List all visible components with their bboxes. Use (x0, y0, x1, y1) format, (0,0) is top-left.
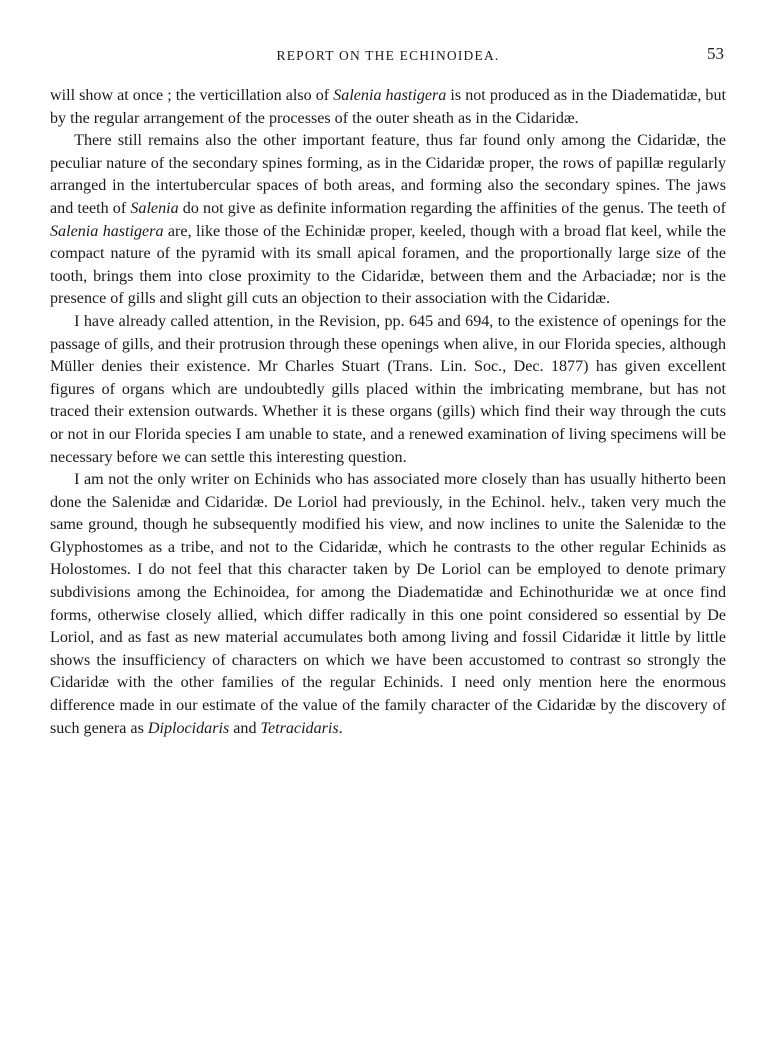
text-run: I have already called attention, in the Revision, pp. 645 and 694, to the existence of openings for the passage of gills, and their protrusion through these openings when alive, in our Florida species, although Müller denies their existence. Mr Charles Stuart (Trans. Lin. Soc., Dec. 1877) has given excellent figures of organs which are undoubtedly gills placed within the imbricating membrane, but has not traced their extension outwards. Whether it is these organs (gills) which find their way through the cuts or not in our Florida species I am unable to state, and a renewed examination of living specimens will be necessary before we can settle this interesting question. (50, 312, 726, 466)
genus-name: Tetracidaris (260, 719, 339, 737)
text-run: are, like those of the Echinidæ proper, keeled, though with a broad flat keel, while the compact nature of the pyramid with its small apical foramen, and the proportionally large size of the tooth, brings them into close proximity to the Cidaridæ, between them and the Arbaciadæ; nor is the presence of gills and slight gill cuts an objection to their association with the Cidaridæ. (50, 222, 726, 308)
genus-name: Salenia (130, 199, 179, 217)
text-run: I am not the only writer on Echinids who has associated more closely than has usually hitherto been done the Salenidæ and Cidaridæ. De Loriol had previously, in the Echinol. helv., taken very much the same ground, though he subsequently modified his view, and now inclines to unite the Salenidæ to the Glyphostomes as a tribe, and not to the Cidaridæ, which he contrasts to the other regular Echinids as Holostomes. I do not feel that this character taken by De Loriol can be employed to denote primary subdivisions among the Echinoidea, for among the Diadematidæ and Echinothuridæ we at once find forms, otherwise closely allied, which differ radically in this one point considered so essential by De Loriol, and as fast as new material accumulates both among living and fossil Cidaridæ it little by little shows the insufficiency of characters on which we have been accustomed to contrast so strongly the Cidaridæ with the other families of the regular Echinids. I need only mention here the enormous difference made in our estimate of the value of the family character of the Cidaridæ by the discovery of such genera as (50, 471, 726, 737)
text-run: There still remains also the other important feature, thus far found only among the Cidaridæ, the peculiar nature of the secondary spines forming, as in the Cidaridæ proper, the rows of papillæ regularly arranged in the intertubercular spaces of both areas, and forming also the secondary spines. The jaws and teeth of (50, 132, 726, 217)
paragraph (50, 469, 726, 740)
running-title: REPORT ON THE ECHINOIDEA. (276, 48, 500, 63)
text-run: and (229, 719, 261, 737)
text-run: is not produced as in the Diadematidæ, but by the regular arrangement of the processes of the outer sheath as in the Cidaridæ. (50, 87, 726, 127)
running-header (48, 44, 728, 68)
paragraph-continued (50, 85, 726, 130)
text-run: will show at once ; the verticillation also of (50, 87, 334, 104)
text-run: . (338, 719, 343, 737)
genus-name: Diplocidaris (147, 719, 230, 737)
species-name: Salenia hastigera (333, 87, 447, 104)
body-text (50, 85, 726, 740)
species-name: Salenia hastigera (50, 222, 164, 240)
paragraph (50, 311, 726, 469)
text-run: do not give as definite information regarding the affinities of the genus. The teeth of (178, 199, 726, 217)
page-number: 53 (707, 44, 724, 63)
paragraph (50, 130, 726, 311)
